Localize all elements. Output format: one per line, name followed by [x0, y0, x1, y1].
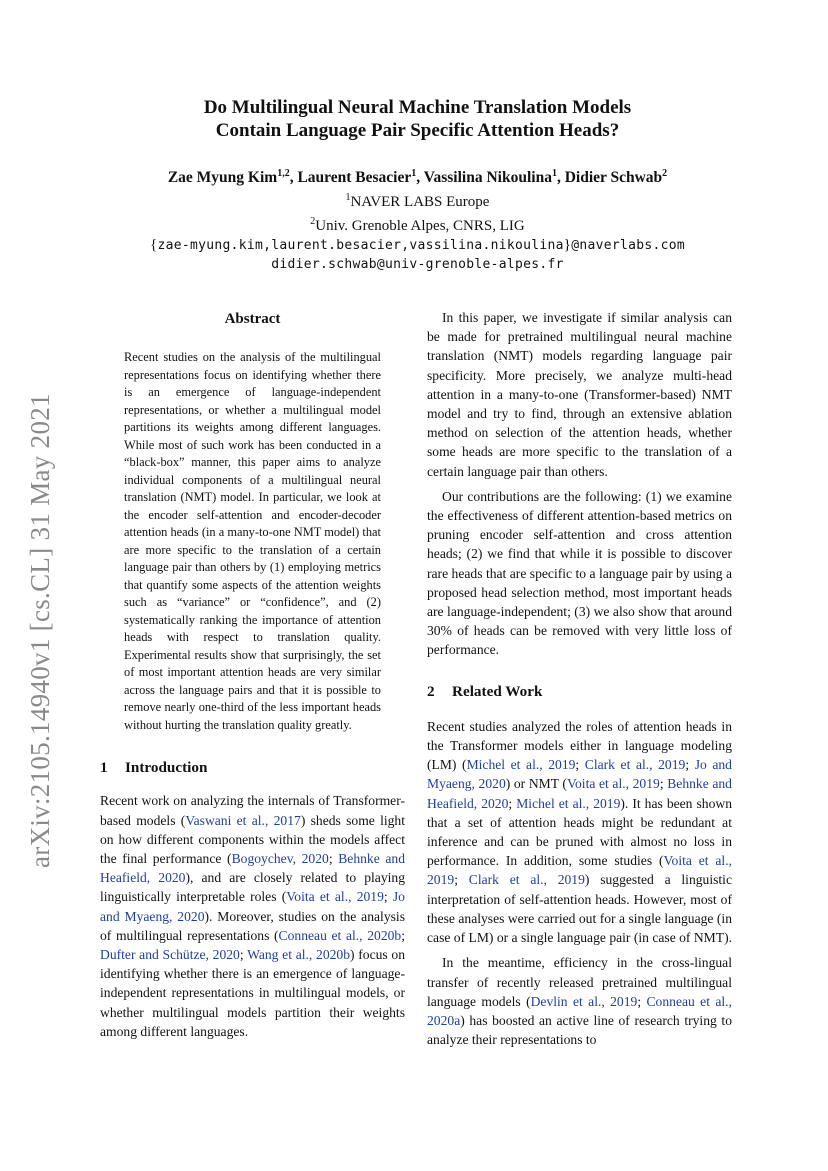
related-work-paragraph-1: [427, 717, 732, 947]
citation-link[interactable]: Conneau et al., 2020a: [427, 993, 732, 1028]
citation-link[interactable]: Bogoychev, 2020: [231, 851, 329, 867]
paragraph-text: In the meantime, efficiency in the cross-lingual transfer of recently released pretrained multilingual language models (: [427, 955, 732, 1009]
affiliation-1: $^1$NAVER LABS Europe: [345, 192, 490, 211]
paragraph-text: ;: [685, 757, 695, 773]
citation-link[interactable]: Clark et al., 2019: [584, 757, 686, 773]
author-1: Zae Myung Kim$^{1,2}$,: [167, 168, 298, 187]
abstract-text: Recent studies on the analysis of the multilingual representations focus on identifying whether there is an emergence of language-independent representations, or whether a multilingual model partitions its weights among different languages. While most of such work has been conducted in a “black-box” manner, this paper aims to analyze individual components of a multilingual neural translation (NMT) model. In particular, we look at the encoder self-attention and encoder-decoder attention heads (in a many-to-one NMT model) that are more specific to the translation of a certain language pair than others by (1) employing metrics that quantify some aspects of the attention weights such as “variance” or “confidence”, and (2) systematically ranking the importance of attention heads with respect to translation quality. Experimental results show that surprisingly, the set of most important attention heads are very similar across the language pairs and that it is possible to remove nearly one-third of the less important heads without hurting the translation quality greatly.: [124, 350, 381, 732]
email-line-1[interactable]: {zae-myung.kim,laurent.besacier,vassilina.nikoulina}@naverlabs.com: [149, 237, 686, 254]
citation-link[interactable]: Vaswani et al., 2017: [185, 812, 301, 828]
paragraph-text: ). It has been shown that a set of attention heads might be redundant at inference and can be pruned with almost no loss in performance. In addition, some studies (: [427, 795, 733, 869]
paragraph-text: ;: [239, 947, 248, 963]
author-4: Didier Schwab$^2$: [564, 168, 668, 187]
section-heading-introduction: 1 Introduction: [100, 759, 208, 777]
paragraph-text: ;: [383, 889, 393, 905]
email-line-2[interactable]: didier.schwab@univ-grenoble-alpes.fr: [271, 257, 564, 273]
title-line-1: Do Multilingual Neural Machine Translation Models: [203, 97, 632, 118]
citation-link[interactable]: Jo and Myaeng, 2020: [427, 757, 732, 792]
citation-link[interactable]: Clark et al., 2019: [468, 872, 585, 888]
author-2: Laurent Besacier$^1$,: [297, 168, 424, 187]
left-column: [100, 308, 405, 1041]
abstract-heading: Abstract: [224, 311, 281, 327]
citation-link[interactable]: Voita et al., 2019: [427, 853, 732, 888]
affiliation-2: $^2$Univ. Grenoble Alpes, CNRS, LIG: [310, 216, 525, 235]
citation-link[interactable]: Wang et al., 2020b: [247, 947, 351, 963]
paragraph-text: Recent work on analyzing the internals of Transformer-based models (: [100, 793, 405, 828]
paragraph-text: ;: [659, 776, 668, 792]
related-work-paragraph-2: [427, 953, 732, 1049]
citation-link[interactable]: Jo and Myaeng, 2020: [100, 889, 405, 924]
citation-link[interactable]: Behnke and Heafield, 2020: [100, 851, 405, 886]
paragraph-text: ;: [508, 795, 517, 811]
citation-link[interactable]: Voita et al., 2019: [286, 889, 384, 905]
paragraph-text: ;: [637, 993, 647, 1009]
paragraph-text: ) or NMT (: [505, 776, 567, 792]
paper-title: [90, 96, 745, 142]
paragraph-this-paper: In this paper, we investigate if similar analysis can be made for pretrained multilingual neural machine translation (NMT) models regarding language pair specificity. More precisely, we analyze multi-head attention in a many-to-one (Transformer-based) NMT model and try to find, through an extensive ablation method on selection of the attention heads, whether some heads are more specific to the translation of a certain language pair than others.: [427, 310, 732, 479]
title-line-2: Contain Language Pair Specific Attention Heads?: [215, 120, 620, 141]
paragraph-text: ;: [328, 851, 339, 867]
paragraph-text: ), and are closely related to playing linguistically interpretable roles (: [100, 870, 406, 905]
citation-link[interactable]: Conneau et al., 2020b: [278, 927, 402, 943]
paragraph-text: ;: [401, 927, 405, 943]
citation-link[interactable]: Voita et al., 2019: [566, 776, 660, 792]
paragraph-text: Recent studies analyzed the roles of attention heads in the Transformer models either in language modeling (LM) (: [427, 718, 732, 773]
author-list: [90, 164, 745, 188]
arxiv-identifier-stamp: arXiv:2105.14940v1 [cs.CL] 31 May 2021: [25, 393, 55, 868]
title-block: [90, 96, 745, 274]
right-column: [427, 308, 732, 1049]
citation-link[interactable]: Dufter and Schütze, 2020: [100, 947, 240, 963]
citation-link[interactable]: Michel et al., 2019: [516, 795, 621, 811]
citation-link[interactable]: Michel et al., 2019: [466, 757, 576, 773]
paragraph-text: ;: [454, 872, 469, 888]
paragraph-text: ). Moreover, studies on the analysis of multilingual representations (: [100, 908, 405, 943]
paragraph-text: ;: [575, 757, 585, 773]
intro-paragraph: [100, 791, 405, 1041]
citation-link[interactable]: Devlin et al., 2019: [530, 993, 638, 1009]
paragraph-text: ) has boosted an active line of research trying to analyze their representations to: [427, 1012, 732, 1048]
section-heading-related-work: 2 Related Work: [427, 682, 543, 700]
paragraph-text: ) suggested a linguistic interpretation of self-attention heads. However, most of these analyses were carried out for a single language (in case of LM) or a single language pair (in case of NMT).: [427, 872, 732, 946]
paragraph-text: ) sheds some light on how different components within the models affect the final performance (: [100, 812, 405, 867]
author-3: Vassilina Nikoulina$^1$,: [423, 168, 565, 187]
citation-link[interactable]: Behnke and Heafield, 2020: [427, 776, 732, 811]
paragraph-contributions: Our contributions are the following: (1) we examine the effectiveness of different attention-based metrics on pruning encoder self-attention and cross attention heads; (2) we find that while it is possible to discover rare heads that are specific to a language pair by using a proposed head selection method, most important heads are language-independent; (3) we also show that around 30% of heads can be removed with very little loss of performance.: [427, 488, 732, 658]
paragraph-text: ) focus on identifying whether there is an emergence of language-independent representations in multilingual models, or whether multilingual models partition their weights among different languages.: [100, 947, 405, 1039]
